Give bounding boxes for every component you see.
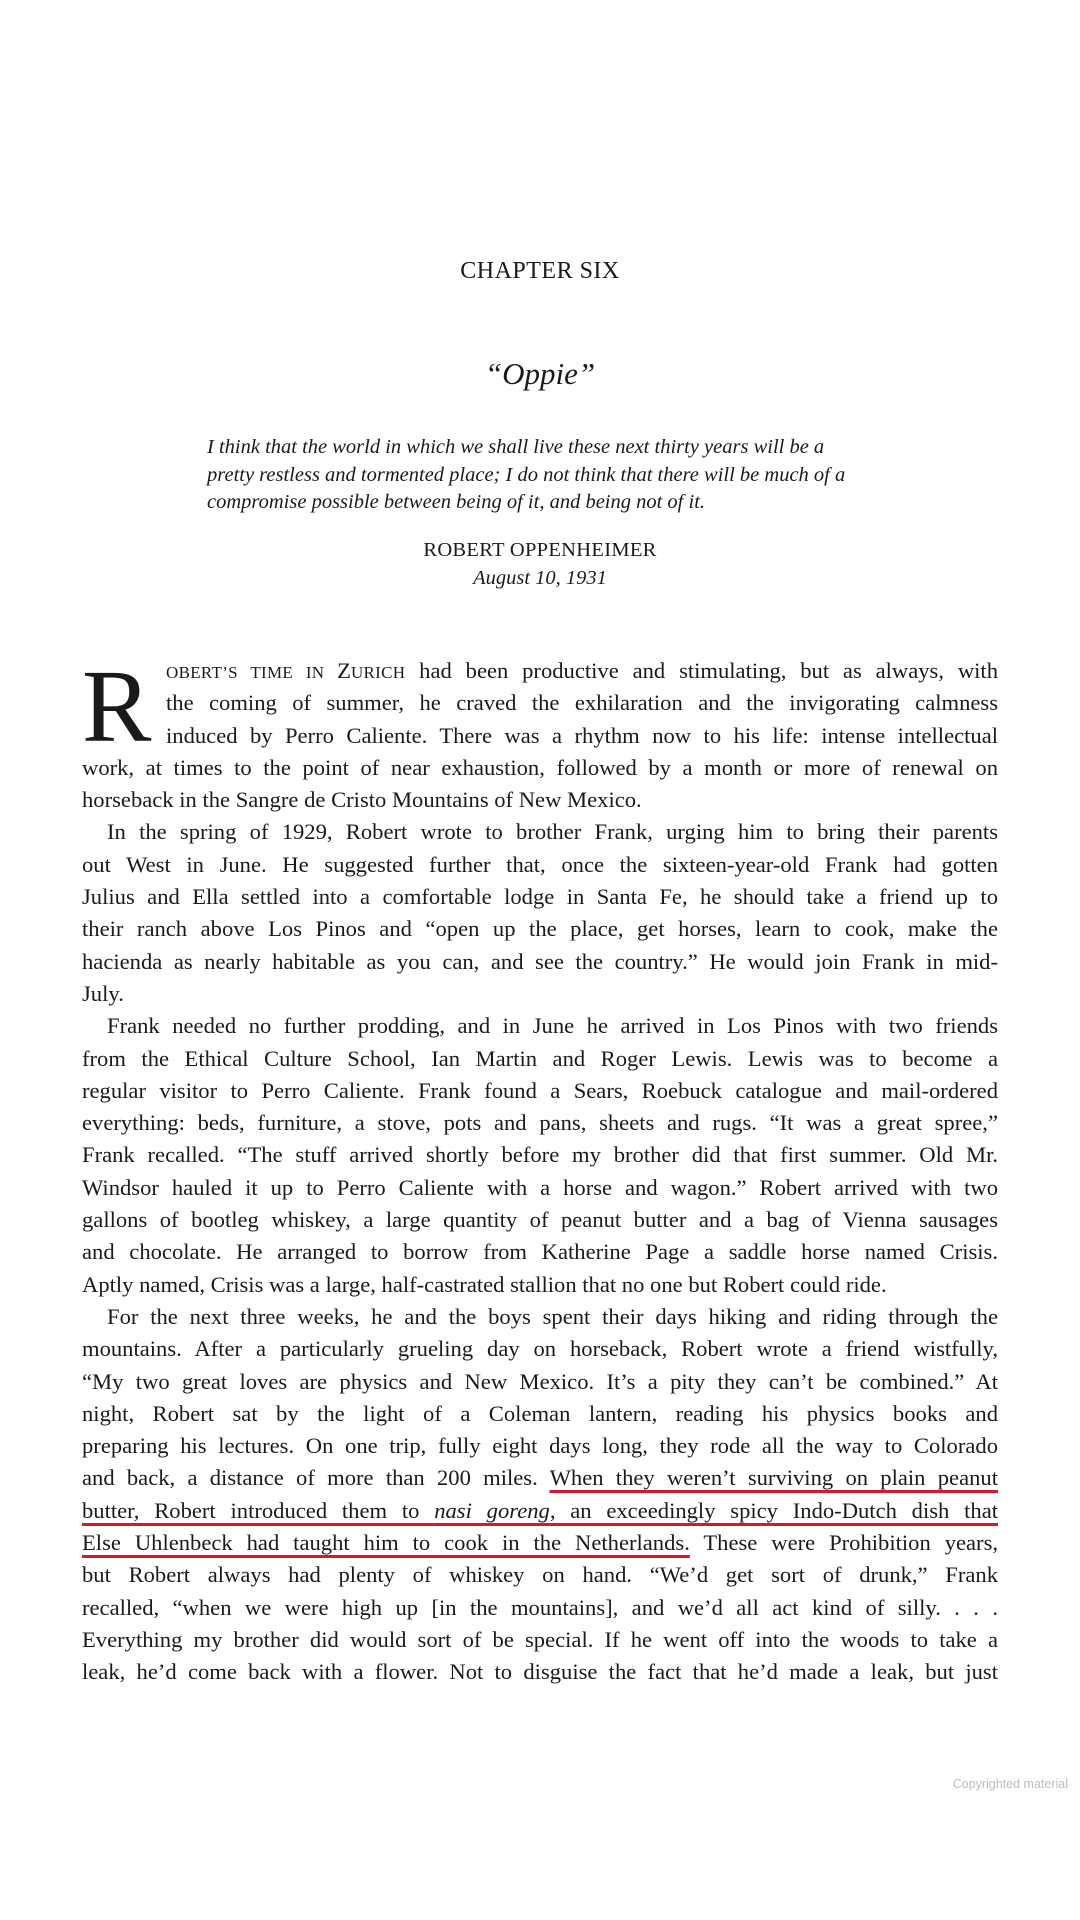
body-line (82, 1462, 998, 1494)
epigraph-line: compromise possible between being of it, and being not of it. (207, 491, 706, 513)
body-line: induced by Perro Caliente. There was a rhythm now to his life: intense intellectual (166, 722, 998, 748)
drop-cap: R (82, 649, 152, 764)
body-line: regular visitor to Perro Caliente. Frank found a Sears, Roebuck catalogue and mail-ordered (82, 1077, 998, 1103)
body-line: Everything my brother did would sort of be special. If he went off into the woods to take a (82, 1626, 998, 1652)
body-line: preparing his lectures. On one trip, fully eight days long, they rode all the way to Colorado (82, 1433, 998, 1459)
body-text-span: butter, Robert introduced them to (82, 1497, 435, 1523)
body-line: recalled, “when we were high up [in the mountains], and we’d all act kind of silly. . . . (82, 1594, 998, 1620)
body-text-span: had been productive and stimulating, but as always, with (405, 658, 998, 683)
body-line (82, 1495, 998, 1527)
body-line: For the next three weeks, he and the boys spent their days hiking and riding through the (107, 1303, 998, 1329)
body-line: from the Ethical Culture School, Ian Martin and Roger Lewis. Lewis was to become a (82, 1045, 998, 1071)
body-line: and chocolate. He arranged to borrow from Katherine Page a saddle horse named Crisis. (82, 1239, 998, 1265)
body-line: Julius and Ella settled into a comfortable lodge in Santa Fe, he should take a friend up to (82, 884, 998, 910)
chapter-title: “Oppie” (484, 356, 596, 391)
body-line: “My two great loves are physics and New Mexico. It’s a pity they can’t be combined.” At (82, 1368, 998, 1394)
highlighted-passage (82, 1498, 998, 1523)
epigraph-quote (207, 434, 887, 517)
body-line: hacienda as nearly habitable as you can, and see the country.” He would join Frank in mid- (82, 948, 998, 974)
small-caps-text: URICH (350, 663, 406, 682)
body-line: mountains. After a particularly grueling day on horseback, Robert wrote a friend wistfully, (82, 1336, 998, 1362)
body-text-span: and back, a distance of more than 200 miles. (82, 1465, 550, 1491)
body-line (82, 1527, 998, 1559)
body-line: work, at times to the point of near exhaustion, followed by a month or more of renewal on (82, 754, 998, 780)
body-line: the coming of summer, he craved the exhilaration and the invigorating calmness (166, 690, 998, 716)
body-text (82, 649, 999, 1689)
body-text-span: , an exceedingly spicy Indo-Dutch dish that (549, 1497, 999, 1523)
body-line: Frank recalled. “The stuff arrived shortly before my brother did that first summer. Old Mr. (82, 1142, 998, 1168)
body-line (166, 655, 998, 687)
chapter-label: CHAPTER SIX (460, 258, 620, 284)
body-line: Aptly named, Crisis was a large, half-castrated stallion that no one but Robert could ride. (82, 1271, 887, 1297)
body-line: Frank needed no further prodding, and in June he arrived in Los Pinos with two friends (107, 1013, 998, 1039)
small-caps-text: Z (337, 658, 351, 683)
body-line: leak, he’d come back with a flower. Not to disguise the fact that he’d made a leak, but just (82, 1659, 998, 1685)
body-text-span: These were Prohibition years, (689, 1530, 999, 1556)
body-line: but Robert always had plenty of whiskey on hand. “We’d get sort of drunk,” Frank (82, 1562, 998, 1588)
body-line: gallons of bootleg whiskey, a large quantity of peanut butter and a bag of Vienna sausages (82, 1207, 998, 1233)
body-line: their ranch above Los Pinos and “open up the place, get horses, learn to cook, make the (82, 916, 998, 942)
body-line: July. (82, 980, 124, 1006)
italic-term: nasi goreng (434, 1497, 550, 1523)
epigraph-line: I think that the world in which we shall live these next thirty years will be a (207, 436, 825, 458)
epigraph-date: August 10, 1931 (473, 567, 607, 589)
small-caps-text: OBERT’S TIME IN (166, 663, 338, 682)
body-line: out West in June. He suggested further that, once the sixteen-year-old Frank had gotten (82, 851, 998, 877)
body-line: Windsor hauled it up to Perro Caliente with a horse and wagon.” Robert arrived with two (82, 1174, 998, 1200)
body-line: everything: beds, furniture, a stove, pots and pans, sheets and rugs. “It was a great spree,” (82, 1110, 998, 1136)
body-line: In the spring of 1929, Robert wrote to brother Frank, urging him to bring their parents (107, 819, 998, 845)
epigraph-line: pretty restless and tormented place; I do not think that there will be much of a (207, 463, 846, 486)
body-line: horseback in the Sangre de Cristo Mountains of New Mexico. (82, 787, 642, 813)
highlighted-passage: When they weren’t surviving on plain peanut (549, 1465, 998, 1491)
highlighted-passage: Else Uhlenbeck had taught him to cook in the Netherlands. (82, 1530, 690, 1556)
body-line: night, Robert sat by the light of a Coleman lantern, reading his physics books and (82, 1400, 998, 1426)
epigraph-author: ROBERT OPPENHEIMER (423, 539, 657, 561)
copyright-watermark: Copyrighted material (952, 1777, 1068, 1791)
